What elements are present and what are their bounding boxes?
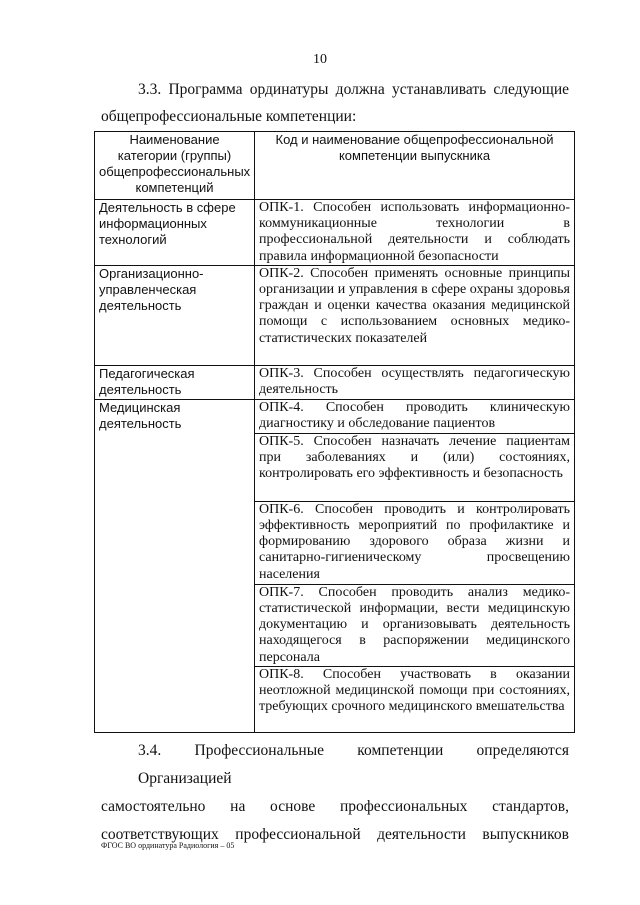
outro-line-2: самостоятельно на основе профессиональных стандартов, (101, 798, 569, 815)
outro-line-3: соответствующих профессиональной деятельности выпускников (101, 826, 569, 843)
table-header-row (95, 132, 575, 200)
category-cell: Медицинская деятельность (95, 399, 255, 732)
document-footer: ФГОС ВО ординатура Радиология – 05 (101, 841, 235, 850)
competence-cell: ОПК-2. Способен применять основные принципы организации и управления в сфере охраны здоровья граждан и оценки качества оказания медицинской помощи с использованием основных медико-статистических показателей (255, 265, 575, 365)
competence-cell: ОПК-7. Способен проводить анализ медико-статистической информации, вести медицинскую документацию и организовывать деятельность находящегося в распоряжении медицинского персонала (255, 584, 575, 666)
header-competence: Код и наименование общепрофессиональной компетенции выпускника (255, 132, 575, 200)
table-row (95, 399, 575, 433)
competencies-table (94, 131, 575, 733)
competence-cell: ОПК-6. Способен проводить и контролировать эффективность мероприятий по профилактике и формированию здорового образа жизни и санитарно-гигиеническому просвещению населения (255, 501, 575, 584)
category-cell: Педагогическая деятельность (95, 365, 255, 399)
outro-line-1: 3.4. Профессиональные компетенции определяются Организацией (138, 742, 569, 787)
competence-cell: ОПК-4. Способен проводить клиническую диагностику и обследование пациентов (255, 399, 575, 433)
intro-paragraph (101, 76, 569, 130)
competence-cell: ОПК-8. Способен участвовать в оказании неотложной медицинской помощи при состояниях, требующих срочного медицинского вмешательства (255, 666, 575, 732)
competence-cell: ОПК-3. Способен осуществлять педагогическую деятельность (255, 365, 575, 399)
header-category: Наименование категории (группы) общепрофессиональных компетенций (95, 132, 255, 200)
category-cell: Деятельность в сфере информационных технологий (95, 200, 255, 266)
table-row (95, 265, 575, 365)
table-row (95, 365, 575, 399)
intro-line-2: общепрофессиональные компетенции: (101, 108, 357, 125)
outro-paragraph (101, 737, 569, 849)
page-number: 10 (313, 52, 327, 67)
competence-cell: ОПК-1. Способен использовать информационно-коммуникационные технологии в профессиональной деятельности и соблюдать правила информационной безопасности (255, 200, 575, 266)
table-row (95, 200, 575, 266)
intro-line-1: 3.3. Программа ординатуры должна устанавливать следующие (138, 81, 569, 98)
competence-cell: ОПК-5. Способен назначать лечение пациентам при заболеваниях и (или) состояниях, контролировать его эффективность и безопасность (255, 433, 575, 501)
category-cell: Организационно-управленческая деятельность (95, 265, 255, 365)
